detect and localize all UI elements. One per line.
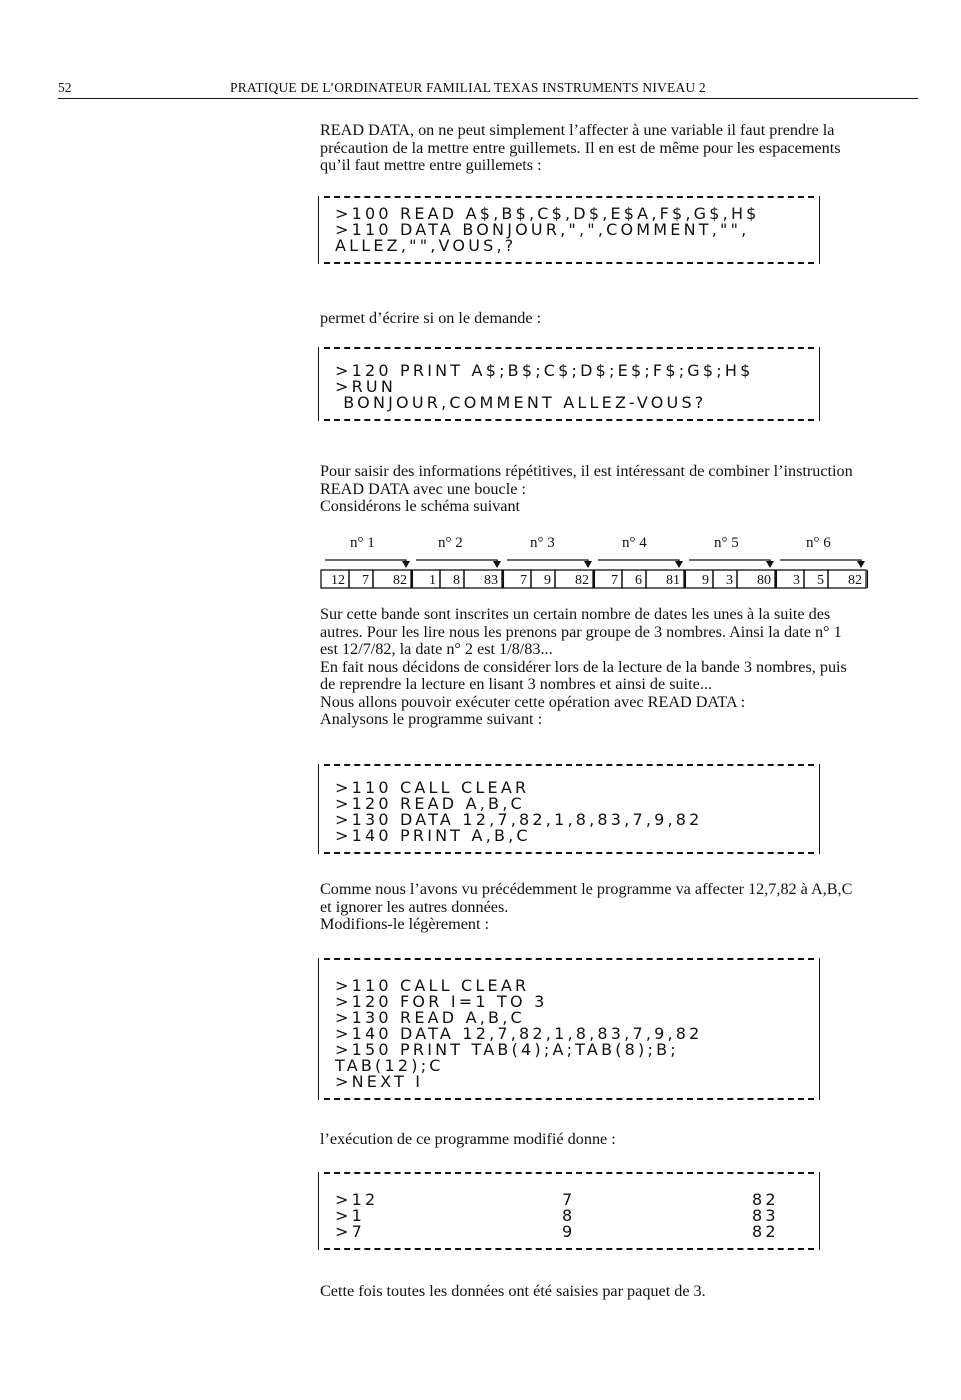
dashed-rule-bottom [324,262,814,264]
tape-cell-value: 5 [817,573,824,588]
tape-svg [320,552,872,592]
tape-cell-value: 82 [575,573,589,588]
code-line: >100 READ A$,B$,C$,D$,E$A,F$,G$,H$ [335,204,760,223]
text-line: et ignorer les autres données. [320,897,509,916]
dashed-rule-bottom [324,852,814,854]
text-line: Considérons le schéma suivant [320,497,521,515]
tape-cell [622,570,646,588]
output-col-c: 82 [752,1222,779,1241]
tape-cell [804,570,828,588]
tape-cell-value: 8 [453,573,460,588]
code-block-print [318,347,820,421]
code-line: >110 DATA BONJOUR,",",COMMENT,"", [335,220,750,239]
tape-cell-value: 1 [429,573,436,588]
tape-cell-value: 3 [726,573,733,588]
tape-arrow-icon [857,561,865,568]
output-col-c: 82 [752,1190,779,1209]
text-line: qu’il faut mettre entre guillemets : [320,156,542,174]
tape-cell [531,570,555,588]
tape-arrow-icon [402,561,410,568]
code-line: >120 READ A,B,C [335,794,525,813]
tape-cell-value: 7 [362,573,369,588]
paragraph-bande [320,606,920,729]
text-line: permet d’écrire si on le demande : [320,309,542,327]
tape-cell-value: 7 [611,573,618,588]
tape-cell [713,570,737,588]
text-line: Pour saisir des informations répétitives, il est intéressant de combiner l’instruction [320,462,853,480]
output-col-a: >12 [335,1190,379,1209]
output-col-b: 7 [562,1190,576,1209]
tape-arrow-icon [493,561,501,568]
code-line: >NEXT I [335,1072,424,1091]
paragraph-boucle [320,463,920,516]
code-block-read-abc [318,764,820,854]
tape-bracket [780,560,861,564]
output-row [335,1208,819,1224]
code-line: >110 CALL CLEAR [335,778,530,797]
tape-label: n° 2 [438,535,463,551]
text-line: Modifions-le légèrement : [320,915,490,933]
paragraph-permet [320,310,920,328]
code-line: BONJOUR,COMMENT ALLEZ-VOUS? [335,393,707,412]
page-number: 52 [58,80,72,95]
output-row [335,1192,819,1208]
output-col-c: 83 [752,1206,779,1225]
tape-cell-value: 80 [757,573,771,588]
tape-label: n° 3 [530,535,555,551]
tape-bracket [598,560,679,564]
dashed-rule-bottom [324,1248,814,1250]
tape-bracket [507,560,588,564]
tape-label: n° 6 [806,535,831,551]
tape-label: n° 4 [622,535,647,551]
paragraph-intro [320,122,920,175]
paragraph-conclusion [320,1283,920,1301]
page-header [58,76,918,100]
tape-cell [440,570,464,588]
tape-cell-value: 7 [520,573,527,588]
dashed-rule-bottom [324,1098,814,1100]
code-block-read-data [318,196,820,264]
code-block-output [318,1172,820,1250]
data-tape-diagram [320,552,872,592]
code-line: TAB(12);C [335,1056,444,1075]
code-line: >150 PRINT TAB(4);A;TAB(8);B; [335,1040,679,1059]
tape-cell-value: 6 [635,573,642,588]
output-col-a: >1 [335,1206,365,1225]
tape-arrow-icon [584,561,592,568]
text-line: Nous allons pouvoir exécuter cette opération avec READ DATA : [320,692,746,711]
tape-cell-value: 12 [331,573,345,588]
code-line: >130 DATA 12,7,82,1,8,83,7,9,82 [335,810,703,829]
code-line: >140 PRINT A,B,C [335,826,531,845]
dashed-rule-bottom [324,419,814,421]
text-line: l’exécution de ce programme modifié donne : [320,1130,616,1148]
code-line: >140 DATA 12,7,82,1,8,83,7,9,82 [335,1024,703,1043]
code-line: >110 CALL CLEAR [335,976,530,995]
running-title: PRATIQUE DE L’ORDINATEUR FAMILIAL TEXAS INSTRUMENTS NIVEAU 2 [230,80,706,95]
text-line: autres. Pour les lire nous les prenons par groupe de 3 nombres. Ainsi la date n° 1 [320,622,842,641]
tape-arrow-icon [675,561,683,568]
header-rule [58,98,918,99]
code-line: ALLEZ,"",VOUS,? [335,236,517,255]
output-col-b: 9 [562,1222,576,1241]
output-col-b: 8 [562,1206,576,1225]
paragraph-comme [320,881,920,934]
tape-cell [349,570,373,588]
code-block-loop [318,958,820,1100]
output-col-a: >7 [335,1222,365,1241]
text-line: Sur cette bande sont inscrites un certain nombre de dates les unes à la suite des [320,605,831,623]
output-row [335,1224,819,1240]
code-line: >RUN [335,377,397,396]
text-line: de reprendre la lecture en lisant 3 nombres et ainsi de suite... [320,675,712,693]
code-line: >120 FOR I=1 TO 3 [335,992,548,1011]
tape-label: n° 5 [714,535,739,551]
paragraph-execution [320,1131,920,1149]
text-line: Analysons le programme suivant : [320,710,543,728]
text-line: est 12/7/82, la date n° 2 est 1/8/83... [320,640,553,658]
tape-cell-value: 82 [848,573,862,588]
tape-bracket [325,560,406,564]
tape-cell-value: 3 [793,573,800,588]
text-line: précaution de la mettre entre guillemets. Il en est de même pour les espacements [320,138,841,157]
tape-cell-value: 82 [393,573,407,588]
tape-cell-value: 9 [702,573,709,588]
tape-cell-value: 83 [484,573,498,588]
tape-arrow-icon [766,561,774,568]
text-line: READ DATA, on ne peut simplement l’affecter à une variable il faut prendre la [320,121,835,139]
tape-cell-value: 81 [666,573,680,588]
text-line: En fait nous décidons de considérer lors de la lecture de la bande 3 nombres, puis [320,657,847,676]
code-line: >130 READ A,B,C [335,1008,525,1027]
tape-labels [320,535,868,553]
text-line: READ DATA avec une boucle : [320,479,526,498]
text-line: Cette fois toutes les données ont été saisies par paquet de 3. [320,1282,706,1300]
tape-bracket [689,560,770,564]
tape-cell-value: 9 [544,573,551,588]
text-line: Comme nous l’avons vu précédemment le programme va affecter 12,7,82 à A,B,C [320,880,853,898]
tape-bracket [416,560,497,564]
tape-label: n° 1 [350,535,375,551]
code-line: >120 PRINT A$;B$;C$;D$;E$;F$;G$;H$ [335,361,754,380]
